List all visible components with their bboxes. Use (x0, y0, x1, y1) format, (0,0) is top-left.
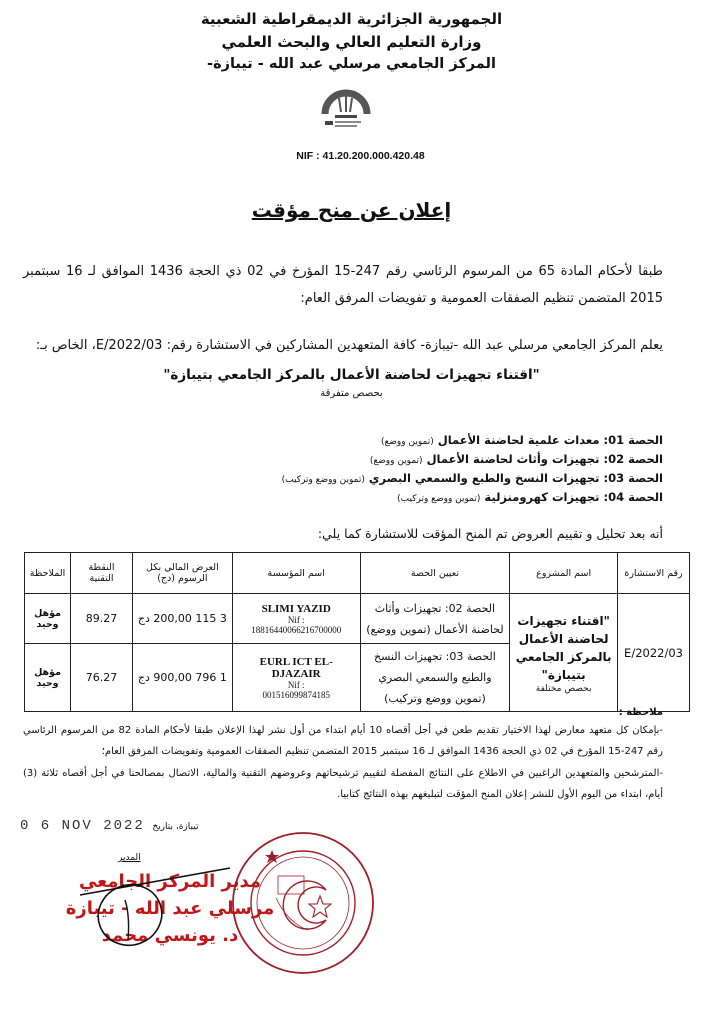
date-label: تيبازة، بتاريخ (152, 822, 199, 832)
header-project-name: اسم المشروع (510, 553, 618, 594)
lot-item (282, 470, 663, 489)
amount-cell: 3 115 200,00 دج (132, 594, 232, 644)
legal-basis-paragraph: طبقا لأحكام المادة 65 من المرسوم الرئاسي رقم 247-15 المؤرخ في 02 ذي الحجة 1436 الموافق لـ 16 سبتمبر 2015 المتضمن تنظيم الصفقات العمومية و تفويضات المرفق العام: (23, 264, 664, 306)
header-republic: الجمهورية الجزائرية الديمقراطية الشعبية (200, 10, 503, 28)
company-name: SLIMI YAZID (261, 602, 331, 615)
remark-cell: مؤهل وحيد (25, 594, 71, 644)
page-title: إعلان عن منح مؤقت (251, 198, 452, 222)
lot-name: تجهيزات كهرومنزلية (484, 490, 600, 504)
header-amount: العرض المالي بكل الرسوم (دج) (132, 553, 232, 594)
header-score: النقطة التقنية (71, 553, 133, 594)
project-name: "اقتناء تجهيزات لحاضنة الأعمال بالمركز الجامعي بتيبازة" (515, 613, 612, 682)
notice-paragraph: يعلم المركز الجامعي مرسلي عبد الله -تيبازة- كافة المتعهدين المشاركين في الاستشارة رقم: 03/E/2022، الخاص بـ: (35, 338, 663, 353)
header-institution: المركز الجامعي مرسلي عبد الله - تيبازة- (207, 56, 496, 72)
project-note: بحصص مختلفة (535, 683, 592, 694)
lot-label: الحصة 01: (603, 433, 663, 447)
project-subtitle: بحصص متفرقة (320, 388, 383, 399)
nif-number: NIF : 41.20.200.000.420.48 (296, 150, 425, 162)
lot-tag: (تموين ووضع وتركيب) (281, 475, 365, 485)
lot-cell: الحصة 02: تجهيزات وأثاث لحاضنة الأعمال (تموين ووضع) (360, 594, 510, 644)
header-ministry: وزارة التعليم العالي والبحث العلمي (221, 33, 482, 51)
header-remark: الملاحظة (25, 553, 71, 594)
company-nif: 001516099874185 (262, 689, 330, 700)
stamp-line: مرسلي عبد الله - تيبازة (65, 898, 275, 919)
note-results: -المترشحين والمتعهدين الراغبين في الاطلاع على النتائج المفصلة لتقييم ترشيحاتهم وعروضهم التقنية والمالية، الاتصال بمصالحنا في أجل أقصاه ثلاثة (3) أيام، ابتداء من اليوم الأول للنشر إعلان المنح المؤقت لتبليغهم بهذه النتائج كتابيا. (23, 768, 663, 800)
remark-cell: مؤهل وحيد (25, 644, 71, 712)
handwritten-signature (70, 860, 240, 950)
lot-label: الحصة 02: (603, 452, 663, 466)
date-line (20, 818, 198, 834)
project-name-cell (510, 594, 618, 712)
company-nif: 18816440066216700000 (251, 624, 342, 635)
header-lot: تعيين الحصة (360, 553, 510, 594)
score-cell: 89.27 (71, 594, 133, 644)
awards-table (24, 552, 690, 712)
director-label: المدير (118, 853, 141, 863)
lot-tag: (تموين ووضع) (380, 437, 434, 447)
company-name: EURL ICT EL-DJAZAIR (259, 655, 333, 680)
lots-list (282, 432, 663, 508)
lot-item (282, 432, 663, 451)
project-title: "اقتناء تجهيزات لحاضنة الأعمال بالمركز الجامعي بتيبازة" (163, 367, 540, 383)
lot-label: الحصة 03: (603, 471, 663, 485)
date-stamp: 0 6 NOV 2022 (20, 818, 145, 834)
table-intro: أنه بعد تحليل و تقييم العروض تم المنح المؤقت للاستشارة كما يلي: (317, 526, 663, 541)
lot-name: تجهيزات وأثاث لحاضنة الأعمال (426, 452, 600, 466)
lot-name: معدات علمية لحاضنة الأعمال (437, 433, 600, 447)
score-cell: 76.27 (71, 644, 133, 712)
lot-tag: (تموين ووضع) (369, 456, 423, 466)
lot-name: تجهيزات النسخ والطبع والسمعي البصري (368, 471, 600, 485)
company-cell (232, 594, 360, 644)
stamp-line: د. يونسي محمد (101, 925, 239, 946)
table-header-row (25, 553, 690, 594)
official-seal (228, 828, 378, 978)
stamp-line: مدير المركز الجامعي (78, 871, 262, 892)
lot-item (282, 489, 663, 508)
institution-logo (317, 84, 375, 130)
lot-tag: (تموين ووضع وتركيب) (397, 494, 481, 504)
lot-item (282, 451, 663, 470)
lot-cell: الحصة 03: تجهيزات النسخ والطبع والسمعي البصري (تموين ووضع وتركيب) (360, 644, 510, 712)
header-consultation-number: رقم الاستشارة (618, 553, 690, 594)
lot-label: الحصة 04: (603, 490, 663, 504)
header-company: اسم المؤسسة (232, 553, 360, 594)
company-cell (232, 644, 360, 712)
nif-label: Nif : (287, 679, 305, 690)
amount-cell: 1 796 900,00 دج (132, 644, 232, 712)
notes-title: ملاحظة : (618, 707, 663, 718)
nif-label: Nif : (287, 614, 305, 625)
note-appeal: -بإمكان كل متعهد معارض لهذا الاختيار تقديم طعن في أجل أقصاه 10 أيام ابتداء من أول نشر لهذا الإعلان طبقا لأحكام المادة 82 من المرسوم الرئاسي رقم 247-15 المؤرخ في 02 ذي الحجة 1436 الموافق لـ 16 سبتمبر 2015 المتضمن تنظيم الصفقات العمومية وتفويضات المرفق العام؛ (23, 725, 664, 757)
table-row (25, 594, 690, 644)
consultation-number-cell: 03/E/2022 (618, 594, 690, 712)
